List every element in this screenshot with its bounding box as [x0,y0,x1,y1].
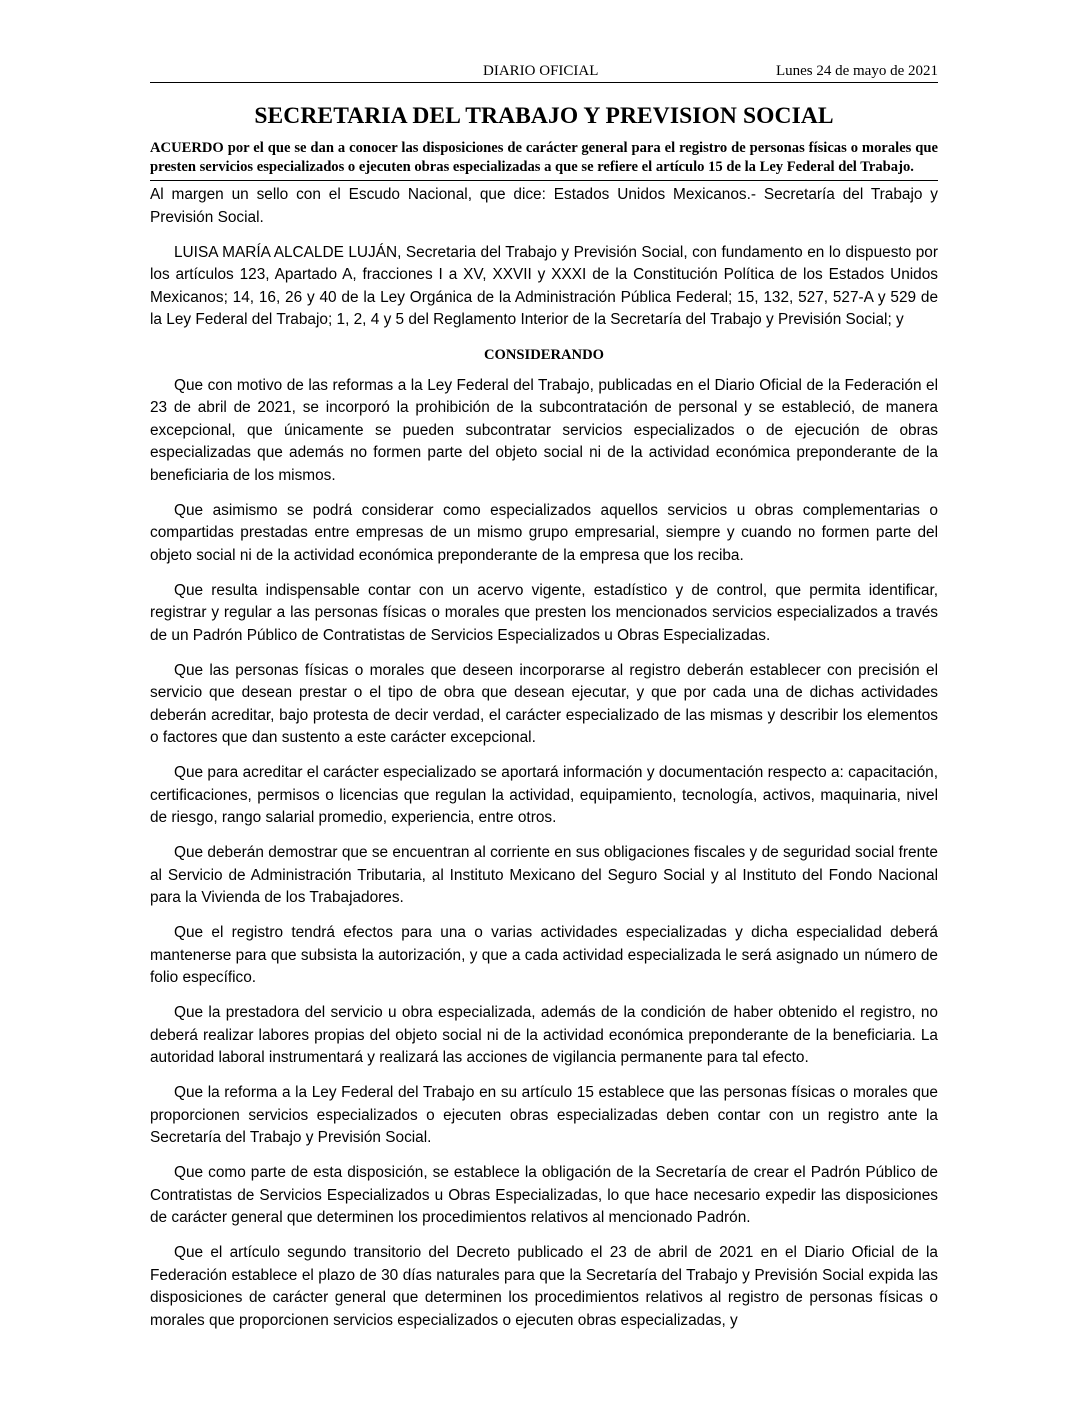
decree-title: ACUERDO por el que se dan a conocer las disposiciones de carácter general para el registro de personas físicas o morales que presten servicios especializados o ejecuten obras especializadas a que se refiere el artículo 15 de la Ley Federal del Trabajo. [150,139,938,181]
considerando-paragraph: Que para acreditar el carácter especializado se aportará información y documentación respecto a: capacitación, certificaciones, permisos o licencias que regulan la actividad, equipamiento, tecnología, activos, maquinaria, nivel de riesgo, rango salarial promedio, experiencia, entre otros. [150,764,938,826]
considerando-paragraph: Que el registro tendrá efectos para una o varias actividades especializadas y dicha especialidad deberá mantenerse para que subsista la autorización, y que a cada actividad especializada le será asignado un número de folio específico. [150,924,938,986]
publication-date: Lunes 24 de mayo de 2021 [775,63,938,79]
considerando-paragraph: Que las personas físicas o morales que deseen incorporarse al registro deberán establecer con precisión el servicio que desean prestar o el tipo de obra que desean ejecutar, y que por cada una de dichas actividades deberán acreditar, bajo protesta de decir verdad, el carácter especializado de las mismas y describir los elementos o factores que dan sustento a este carácter excepcional. [150,661,938,746]
section-heading: CONSIDERANDO [483,347,604,363]
considerando-paragraph: Que la reforma a la Ley Federal del Trabajo en su artículo 15 establece que las personas físicas o morales que proporcionen servicios especializados o ejecuten obras especializadas deben contar con un registro ante la Secretaría del Trabajo y Previsión Social. [150,1084,938,1146]
considerando-paragraph: Que deberán demostrar que se encuentran al corriente en sus obligaciones fiscales y de seguridad social frente al Servicio de Administración Tributaria, al Instituto Mexicano del Seguro Social y al Instituto del Fondo Nacional para la Vivienda de los Trabajadores. [150,844,938,906]
considerando-paragraph: Que el artículo segundo transitorio del Decreto publicado el 23 de abril de 2021 en el Diario Oficial de la Federación establece el plazo de 30 días naturales para que la Secretaría del Trabajo y Previsión Social expida las disposiciones de carácter general que determinen los procedimientos relativos al registro de personas físicas o morales que proporcionen servicios especializados o ejecuten obras especializadas, y [150,1244,938,1329]
considerando-paragraph: Que como parte de esta disposición, se establece la obligación de la Secretaría de crear el Padrón Público de Contratistas de Servicios Especializados u Obras Especializadas, lo que hace necesario expedir las disposiciones de carácter general que determinen los procedimientos relativos al mencionado Padrón. [150,1164,938,1226]
publication-name: DIARIO OFICIAL [483,63,599,79]
document-body [150,184,938,1332]
document-page [150,60,938,1345]
considerando-paragraph: Que asimismo se podrá considerar como especializados aquellos servicios u obras complementarias o compartidas prestadas entre empresas de un mismo grupo empresarial, siempre y cuando no formen parte del objeto social ni de la actividad económica preponderante de la empresa que los reciba. [150,501,938,564]
considerando-paragraph: Que resulta indispensable contar con un acervo vigente, estadístico y de control, que permita identificar, registrar y regular a las personas físicas o morales que presten los mencionados servicios especializados a través de un Padrón Público de Contratistas de Servicios Especializados u Obras Especializadas. [150,581,938,644]
running-header [150,60,938,83]
ministry-title: SECRETARIA DEL TRABAJO Y PREVISION SOCIAL [254,103,834,129]
seal-note: Al margen un sello con el Escudo Nacional, que dice: Estados Unidos Mexicanos.- Secretaría del Trabajo y Previsión Social. [150,186,938,226]
preamble-paragraph: LUISA MARÍA ALCALDE LUJÁN, Secretaria del Trabajo y Previsión Social, con fundamento en lo dispuesto por los artículos 123, Apartado A, fracciones I a XV, XXVII y XXXI de la Constitución Política de los Estados Unidos Mexicanos; 14, 16, 26 y 40 de la Ley Orgánica de la Administración Pública Federal; 15, 132, 527, 527-A y 529 de la Ley Federal del Trabajo; 1, 2, 4 y 5 del Reglamento Interior de la Secretaría del Trabajo y Previsión Social; y [150,243,938,328]
considerando-paragraph: Que la prestadora del servicio u obra especializada, además de la condición de haber obtenido el registro, no deberá realizar labores propias del objeto social ni de la actividad económica preponderante de la beneficiaria. La autoridad laboral instrumentará y realizará las acciones de vigilancia permanente para tal efecto. [150,1004,938,1066]
considerando-paragraph: Que con motivo de las reformas a la Ley Federal del Trabajo, publicadas en el Diario Oficial de la Federación el 23 de abril de 2021, se incorporó la prohibición de la subcontratación de personal y se estableció, de manera excepcional, que únicamente se pueden subcontratar servicios especializados o de ejecución de obras especializadas que además no formen parte del objeto social ni de la actividad económica preponderante de la beneficiaria de los mismos. [150,376,938,484]
